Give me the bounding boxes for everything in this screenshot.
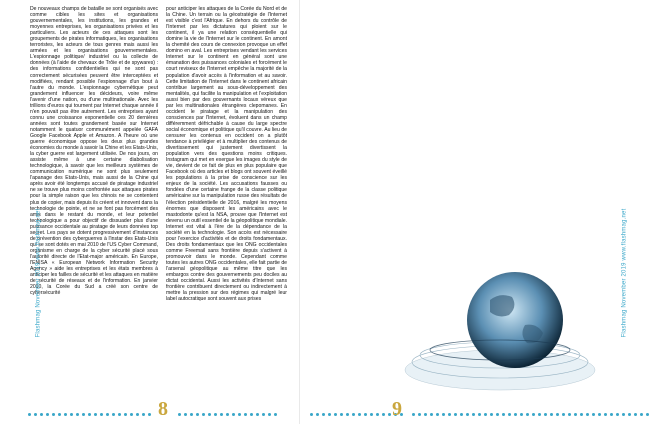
globe-icon	[400, 250, 600, 400]
right-dot-row-2	[412, 410, 649, 418]
earth-globe-illustration	[400, 250, 600, 400]
right-side-label: Flashmag November 2019 www.flashmag.net	[621, 208, 628, 338]
left-page-number: 8	[158, 398, 168, 420]
left-dot-row-2	[178, 410, 277, 418]
left-column-2-text: pour anticiper les attaques de la Corée du Nord et de la Chine. Un terrain ou la géostratégie de l'Internet est visible c'est l'Afrique. En dehors du contrôle de l'Internet par les dictatures qui ploient sur le continent, il ya une relation conséquentielle qui domine la vie de l'Internet sur le continent. En amont la chemité des cours de connexion provoque un effet domino en aval. Les entreprises vendant les services Internet sur le continent en général sont une émanation des puissances coloniales et forcément le court reviseux de l'Internet empêche la majorité de la population d'avoir accès à l'information et au savoir. Cette limitation de l'Internet dans le continent africain contribue largement au sous-développement des mentalités, qui facilite la manipulation et l'exploitation aussi bien par des gouvernants locaux véreux que par les multinationales étrangères clepomanes. En occident le piratage et la manipulation des consciences par l'Internet, évoluent dans un champ différemment défrichable à cause du large spectre social économique et politique qu'il couvre. Au lieu de censurer les contenus en occident on a plutôt tendance à privilégier et à multiplier des contenus de divertissement qui justement divertissent la population vers des questions moins critiques. Instagram qui met en exergue les images du style de vie, devient de ce fait de plus en plus populaire que Facebook où des articles et blogs ont souvent éveillé les populations à la prise de conscience sur les enjeux de la société. Les accusations fausses ou fondées d'une certaine frange de la classe politique américaine sur la manipulation russe des résultats de l'élection présidentielle de 2016, malgré les moyens énormes que disposent les américains avec le mastodonte qu'est la NSA, prouve que l'Internet est devenu un outil essentiel de la géopolitique mondiale. Internet est vital à l'ère de la dépendance de la société en la technologie. Son accès est nécessaire pour l'exercice d'activités et de droits fondamentaux. Des droits fondamentaux que les ONG occidentales comme Freemail sans frontière depuis s'activent à promouvoir dans le monde. Cependant comme toutes les autres ONG occidentales, elle fait partie de l'arsenal géopolitique au même titre que les embargos contre des gouvernements peu dociles au dictat occidental. Aussi les activités d'Internet sans frontière contribuent directement ou indirectement à mettre la pression sur des régimes qui malgré leur label autocratique sont souvent aux prises	[166, 6, 287, 303]
left-side-label: Flashmag November 2019 www.flashmag.net	[35, 208, 42, 338]
left-column-1-text: De nouveaux champs de bataille se sont organisés avec comme cibles les sites et organisations gouvernementales, les institutions, les grandes et moyennes entreprises, les organisations privées et les particuliers. Les acteurs de ces attaques sont les groupements de pirates informatiques, les organisations terroristes, les acteurs de tous genres mais aussi les armées et les organisations gouvernementales. L'espionnage politique/ industriel ou la collecte de données (à l'aide de chevaux de Trôie et de spywares) : des informations confidentielles qui ne sont pas correctement sécurisées peuvent être interceptées et modifiées, rendant possible l'espionnage d'un bout à l'autre du monde. L'espionnage cybernétique peut grandement influencer les décideurs, voire même l'avenir d'une nation, ou d'une multinationale. Avec les trillions d'euros qui tournent par Internet chaque année il n'en pouvait pas être autrement. Les entreprises ayant connu une croissance exponentielle ces 20 dernières années sont toutes grandement basée sur Internet notamment le quatuor communément appelée GAFA Google Facebook Apple et Amazon. A l'heure où une guerre économique oppose les deux plus grandes économies du monde à savoir la Chine et les Etats-Unis, la cyber guerre est largement utilisée. De nos jours, on assiste même à une certaine diabolisation technologique, à savoir que les meilleurs systèmes de communication numérique ne sont plus seulement l'apanage des Etats-Unis, mais aussi de la Chine qui après avoir été longtemps accusé de piratage industriel ne se trouve plus moins confrontée aux attaques pirates pour la simple raison que les chinois ne se contentent plus de copier, mais depuis ils créent et innovent dans la technologie de pointe, et ne se font pas forcément des amis dans le restant du monde, et leur potentiel technologique a pour objectif de dissuader plus d'une puissance occidentale au piratage de leurs données top secret. Les pays se dotent progressivement d'instances de prévention des cyberguerres à l'instar des Etats-Unis qui se sont dotés en mai 2010 de l'US Cyber Command, organisme en charge de la cyber sécurité placé sous l'autorité directe de l'Etat-major américain. En Europe, l'ENISA « European Network Information Security Agency » aide les entreprises et les états membres à anticiper les failles de sécurité et les attaques en matière de sécurité de réseaux et de l'information. En janvier 2010, la Corée du Sud a créé son centre de cybersécurité	[30, 6, 158, 297]
dot	[28, 413, 31, 416]
left-dot-row	[28, 410, 151, 418]
right-page-number: 9	[392, 398, 402, 420]
left-page	[0, 0, 300, 424]
left-column-2	[166, 6, 287, 302]
right-dot-row	[310, 410, 403, 418]
left-column-1	[30, 6, 158, 296]
